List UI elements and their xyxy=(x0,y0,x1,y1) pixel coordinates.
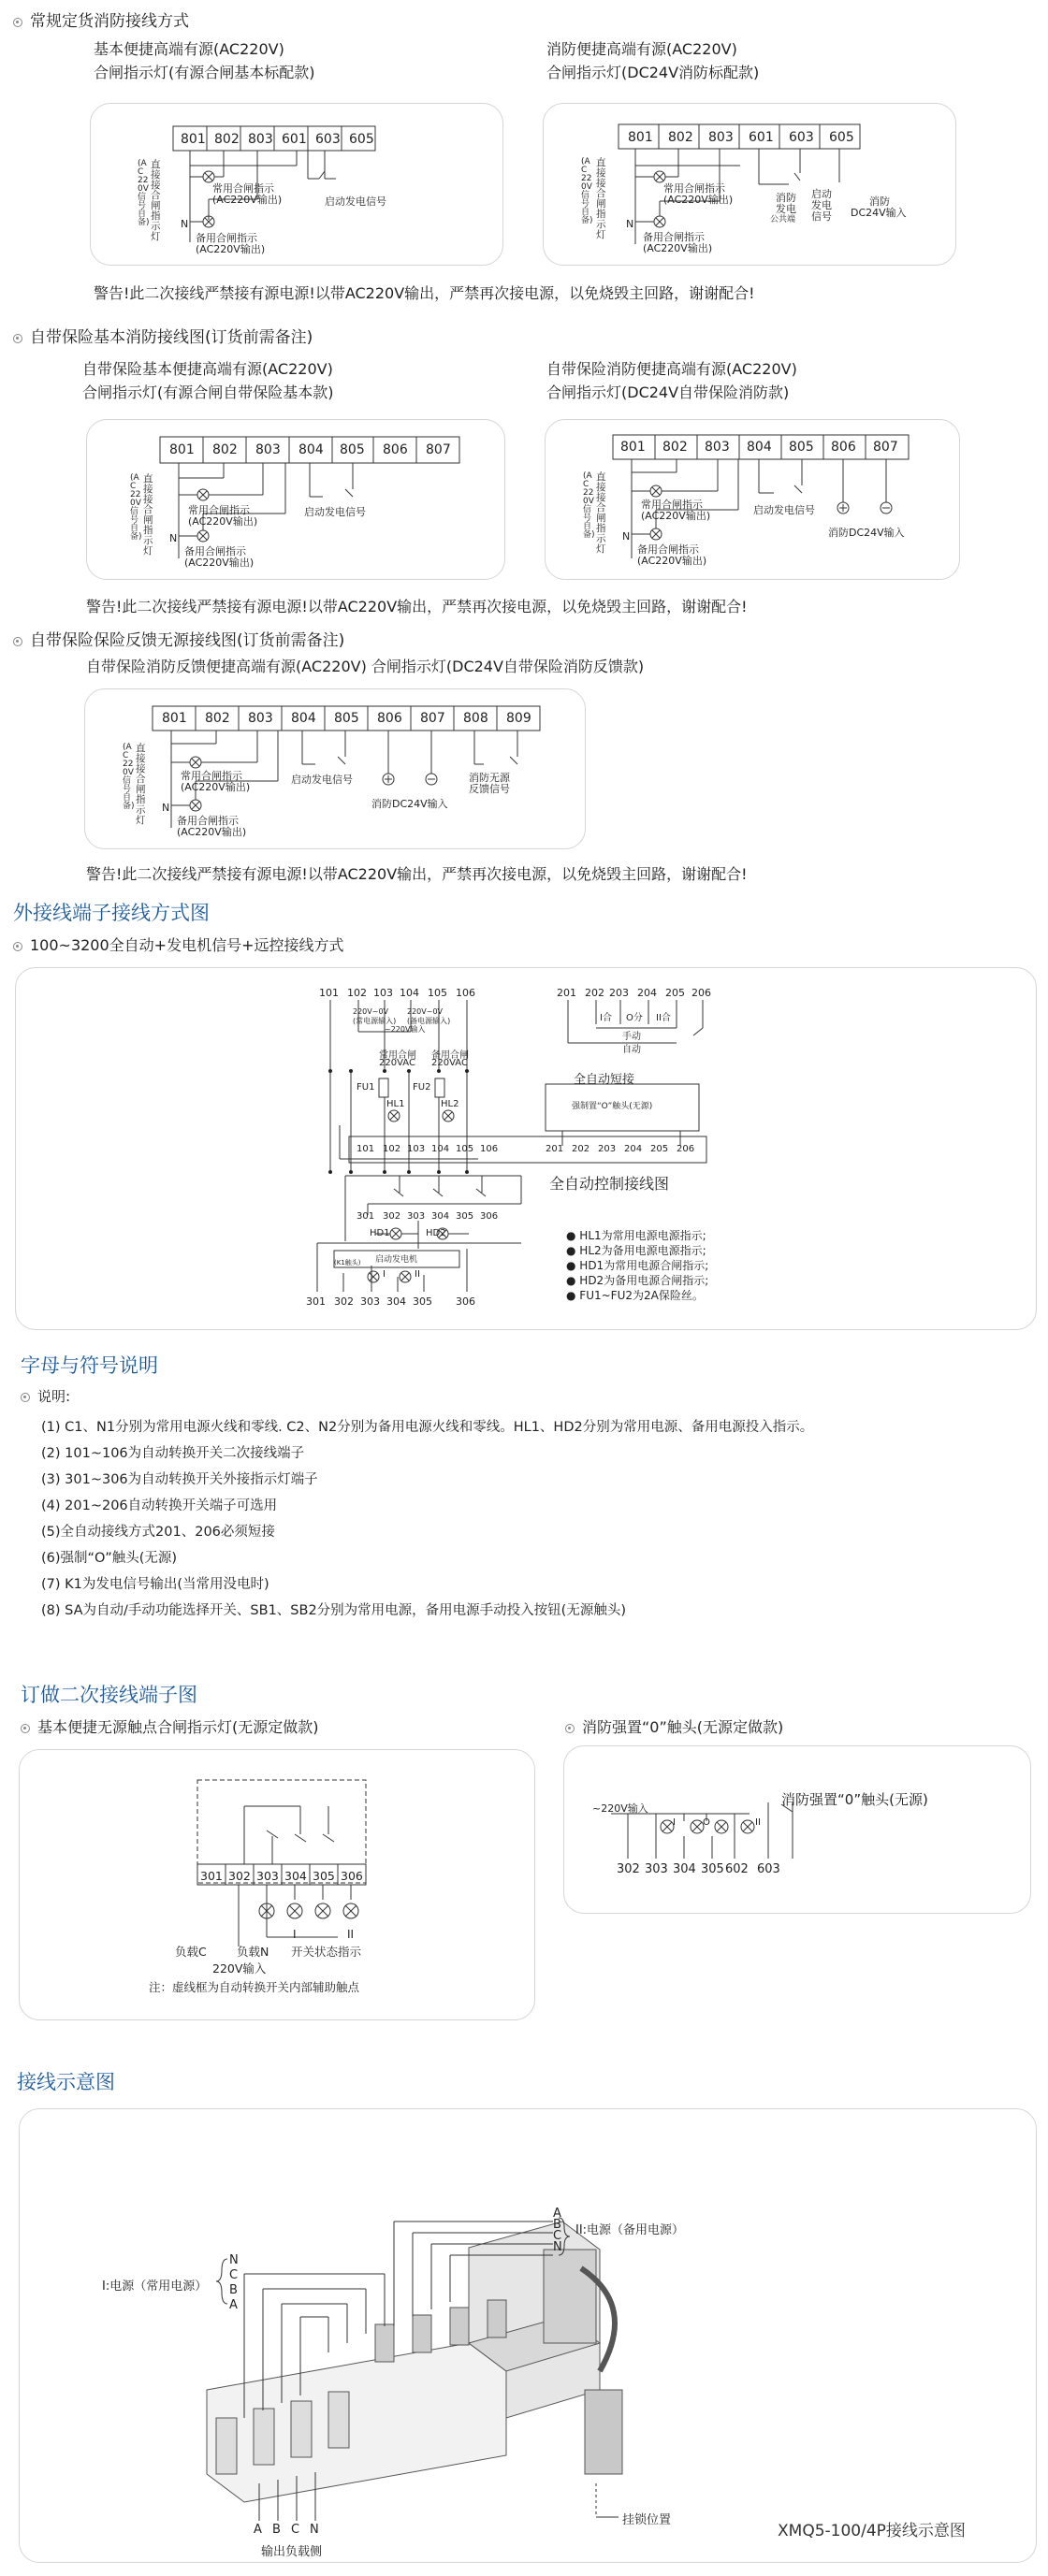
desc-item: (4) 201~206自动转换开关端子可选用 xyxy=(41,1498,278,1513)
terminal-label: 803 xyxy=(248,711,273,726)
input-label: ~220V输入 xyxy=(592,1802,648,1815)
lamp1-label: 常用合闸指示 xyxy=(188,504,250,516)
n-label: N xyxy=(169,532,178,544)
sec1-warning: 警告!此二次接线严禁接有源电源!以带AC220V输出，严禁再次接电源，以免烧毁主回路，谢谢配合! xyxy=(94,284,755,302)
phase-label: N xyxy=(553,2240,562,2254)
lamp2-sub: (AC220V输出) xyxy=(196,243,266,255)
dc-label: 消防DC24V输入 xyxy=(371,798,448,810)
terminal-label: 206 xyxy=(691,987,711,999)
phase-label: B xyxy=(553,2218,561,2232)
terminal-label: 306 xyxy=(341,1869,363,1883)
sec6-left-title: 基本便捷无源触点合闸指示灯(无源定做款) xyxy=(21,1715,319,1737)
terminal-label: 601 xyxy=(282,132,307,147)
start-label: 发电 xyxy=(811,199,832,211)
terminal-label: 807 xyxy=(873,440,898,455)
vertical-label: (AC220V信号自备) xyxy=(130,473,142,542)
terminal-label: 801 xyxy=(181,132,206,147)
lamp2-sub: (AC220V输出) xyxy=(643,242,713,254)
note-item: ● HD1为常用电源合闸指示; xyxy=(566,1259,709,1272)
note-label: 注：虚线框为自动转换开关内部辅助触点 xyxy=(149,1980,360,1994)
terminal-label: 809 xyxy=(506,711,531,726)
lamp1-label: 常用合闸指示 xyxy=(663,182,725,195)
phase-label: C xyxy=(229,2268,239,2282)
vertical-label: 直接接合闸指示灯 xyxy=(136,743,146,826)
terminal-label: 804 xyxy=(291,711,316,726)
terminal-label: 801 xyxy=(169,442,195,457)
terminal-label: 203 xyxy=(609,987,629,999)
load-label: 负载N xyxy=(237,1945,269,1959)
hd-label: HD1 xyxy=(370,1228,390,1238)
terminal-label: 303 xyxy=(256,1869,279,1883)
lamp2-label: 备用合闸指示 xyxy=(184,545,246,557)
bullet-icon xyxy=(13,334,22,343)
sec4-diagram-svg xyxy=(16,968,1036,1329)
backup-power-label: II:电源（备用电源） xyxy=(575,2223,685,2237)
lamp2-label: 备用合闸指示 xyxy=(637,543,699,556)
bullet-icon xyxy=(13,637,22,646)
switch-label: II合 xyxy=(656,1013,671,1023)
terminal-label: 802 xyxy=(662,440,688,455)
terminal-label: 803 xyxy=(248,132,273,147)
lamp1-label: 常用合闸指示 xyxy=(181,770,242,782)
sec6-right-diagram xyxy=(563,1745,1031,1914)
hl-label: HL1 xyxy=(386,1099,405,1109)
terminal-label: 306 xyxy=(456,1295,475,1308)
terminal-label: 305 xyxy=(456,1211,474,1222)
lamp2-label: 备用合闸指示 xyxy=(643,231,705,243)
terminal-label: 304 xyxy=(284,1869,307,1883)
feedback-label: 反馈信号 xyxy=(469,783,510,795)
gen-label: 启动发电机 xyxy=(375,1255,418,1265)
terminal-label: 103 xyxy=(407,1144,426,1154)
terminal-label: 605 xyxy=(349,132,374,147)
sec7-heading: 接线示意图 xyxy=(17,2071,115,2093)
terminal-label: 304 xyxy=(386,1295,406,1308)
start-label: 信号 xyxy=(811,210,832,223)
sec3-title: 自带保险保险反馈无源接线图(订货前需备注) xyxy=(13,627,344,650)
terminal-label: 801 xyxy=(628,130,653,145)
terminal-label: 803 xyxy=(255,442,281,457)
lamp-label: 备用合闸 xyxy=(431,1050,469,1061)
terminal-label: 802 xyxy=(212,442,238,457)
lamp1-sub: (AC220V输出) xyxy=(188,515,258,528)
gen-signal-label: 启动发电信号 xyxy=(291,774,353,786)
desc-item: (6)强制“O”触头(无源) xyxy=(41,1551,178,1566)
short-label: 全自动短接 xyxy=(574,1073,635,1087)
terminal-label: 303 xyxy=(360,1295,380,1308)
hl-label: HL2 xyxy=(441,1099,459,1109)
switch-label: I合 xyxy=(600,1013,612,1023)
n-label: N xyxy=(162,802,170,814)
sec1-diagram1 xyxy=(90,103,503,266)
terminal-label: 801 xyxy=(162,711,187,726)
vertical-label: (AC220V信号自备) xyxy=(123,743,135,811)
sec2-d2-caption: 自带保险消防便捷高端有源(AC220V) 合闸指示灯(DC24V自带保险消防款) xyxy=(546,360,797,401)
terminal-label: 104 xyxy=(431,1144,450,1154)
fuse-label: FU2 xyxy=(413,1082,431,1093)
input-label: 220V输入 xyxy=(212,1961,267,1975)
terminal-label: 102 xyxy=(383,1144,401,1154)
sec3-caption: 自带保险消防反馈便捷高端有源(AC220V) 合闸指示灯(DC24V自带保险消防反馈款) xyxy=(86,658,645,675)
note-item: ● FU1~FU2为2A保险丝。 xyxy=(566,1289,704,1302)
control-label: 全自动控制接线图 xyxy=(549,1175,670,1193)
desc-item: (5)全自动接线方式201、206必须短接 xyxy=(41,1525,275,1540)
bullet-icon xyxy=(21,1393,30,1402)
terminal-label: 306 xyxy=(480,1211,499,1222)
status-label: 开关状态指示 xyxy=(291,1945,362,1959)
sec6-heading: 订做二次接线端子图 xyxy=(21,1684,197,1706)
dc-label: 消防 xyxy=(869,195,890,208)
terminal-label: 105 xyxy=(456,1144,474,1154)
i-label: I xyxy=(673,1817,676,1828)
input-label: (备电源输入) xyxy=(407,1017,451,1025)
main-power-label: I:电源（常用电源） xyxy=(102,2279,208,2294)
terminal-label: 304 xyxy=(673,1862,696,1876)
terminal-label: 201 xyxy=(546,1144,564,1154)
lamp1-label: 常用合闸指示 xyxy=(641,499,703,511)
gen-signal-label: 启动发电信号 xyxy=(304,506,366,518)
terminal-label: 303 xyxy=(645,1862,668,1876)
vertical-label: (AC220V信号自备) xyxy=(138,159,150,227)
n-label: N xyxy=(181,218,189,230)
force-label: 消防强置“0”触头(无源) xyxy=(781,1791,928,1808)
terminal-label: 205 xyxy=(665,987,685,999)
bullet-icon xyxy=(13,942,22,951)
bullet-icon xyxy=(13,18,22,27)
terminal-label: 103 xyxy=(373,987,393,999)
fuse-label: FU1 xyxy=(357,1082,375,1093)
terminal-label: 802 xyxy=(205,711,230,726)
lamp2-sub: (AC220V输出) xyxy=(184,557,255,569)
terminal-label: 302 xyxy=(383,1211,401,1222)
phase-label: A xyxy=(229,2298,238,2312)
lamp1-label: 常用合闸指示 xyxy=(212,182,274,195)
terminal-label: 301 xyxy=(357,1211,375,1222)
sec6-right-title: 消防强置“0”触头(无源定做款) xyxy=(565,1715,783,1737)
terminal-label: 302 xyxy=(617,1862,640,1876)
phase-label: A xyxy=(254,2523,262,2537)
sec1-title: 常规定货消防接线方式 xyxy=(13,7,189,31)
sec5-items xyxy=(41,1414,813,1624)
terminal-label: 301 xyxy=(306,1295,326,1308)
terminal-label: 802 xyxy=(214,132,240,147)
terminal-label: 806 xyxy=(831,440,856,455)
ii-label: II xyxy=(755,1817,761,1828)
phase-label: N xyxy=(229,2253,239,2267)
lock-label: 挂锁位置 xyxy=(622,2513,672,2527)
sec1-d2-caption: 消防便捷高端有源(AC220V) 合闸指示灯(DC24V消防标配款) xyxy=(546,40,760,81)
gen-small-label: (K1触头) xyxy=(334,1259,361,1266)
ii-label: II xyxy=(347,1928,355,1941)
terminal-label: 301 xyxy=(200,1869,223,1883)
terminal-label: 807 xyxy=(420,711,445,726)
terminal-label: 202 xyxy=(585,987,604,999)
lamp2-sub: (AC220V输出) xyxy=(637,555,707,567)
feedback-label: 消防无源 xyxy=(469,772,510,784)
n-label: N xyxy=(626,218,634,230)
terminal-label: 806 xyxy=(377,711,402,726)
vertical-label: 直接接合闸指示灯 xyxy=(596,157,606,240)
auto-label: 自动 xyxy=(622,1045,641,1055)
terminal-label: 102 xyxy=(347,987,367,999)
terminal-label: 204 xyxy=(624,1144,643,1154)
sec3-warning: 警告!此二次接线严禁接有源电源!以带AC220V输出，严禁再次接电源，以免烧毁主回路，谢谢配合! xyxy=(86,865,748,883)
phase-label: B xyxy=(229,2283,238,2297)
phase-label: C xyxy=(553,2229,562,2243)
desc-item: (1) C1、N1分别为常用电源火线和零线. C2、N2分别为备用电源火线和零线。HL1、HD2分别为常用电源、备用电源投入指示。 xyxy=(41,1420,814,1435)
desc-item: (2) 101~106为自动转换开关二次接线端子 xyxy=(41,1446,305,1461)
bullet-icon xyxy=(21,1724,30,1733)
sec4-diagram xyxy=(15,967,1037,1330)
sec5-heading: 字母与符号说明 xyxy=(21,1354,158,1377)
dc-label: 消防DC24V输入 xyxy=(828,527,905,539)
vertical-label: 直接接合闸指示灯 xyxy=(596,471,606,555)
input-label: 220V~0V xyxy=(353,1007,389,1016)
terminal-label: 305 xyxy=(413,1295,432,1308)
o-label: O xyxy=(703,1817,710,1828)
phase-label: B xyxy=(272,2523,281,2537)
vertical-label: 直接接合闸指示灯 xyxy=(151,159,161,242)
terminal-label: 805 xyxy=(789,440,814,455)
note-item: ● HD2为备用电源合闸指示; xyxy=(566,1274,709,1287)
terminal-label: 305 xyxy=(313,1869,335,1883)
hd-label: HD2 xyxy=(426,1228,446,1238)
input-label: (常电源输入) xyxy=(353,1017,397,1025)
vertical-label: 直接接合闸指示灯 xyxy=(143,473,153,557)
i-label: I xyxy=(293,1928,297,1941)
terminal-label: 807 xyxy=(426,442,451,457)
sec4-notes xyxy=(566,1228,708,1303)
terminal-label: 304 xyxy=(431,1211,450,1222)
manual-label: 手动 xyxy=(622,1032,641,1042)
sec2-d1-caption: 自带保险基本便捷高端有源(AC220V) 合闸指示灯(有源合闸自带保险基本款) xyxy=(82,360,334,401)
terminal-label: 101 xyxy=(319,987,339,999)
desc-item: (7) K1为发电信号输出(当常用没电时) xyxy=(41,1577,269,1592)
lamp1-sub: (AC220V输出) xyxy=(641,510,711,522)
note-item: ● HL2为备用电源电源指示; xyxy=(566,1244,706,1257)
terminal-label: 204 xyxy=(637,987,657,999)
terminal-label: 203 xyxy=(598,1144,617,1154)
terminal-label: 105 xyxy=(428,987,447,999)
sec1-diagram2 xyxy=(543,103,956,266)
load-label: 负载C xyxy=(175,1945,207,1959)
lamp-label: 220VAC xyxy=(379,1058,415,1068)
desc-item: (3) 301~306为自动转换开关外接指示灯端子 xyxy=(41,1472,318,1487)
lamp2-label: 备用合闸指示 xyxy=(177,815,239,827)
terminal-label: 804 xyxy=(298,442,324,457)
terminal-label: 804 xyxy=(747,440,772,455)
sec2-title: 自带保险基本消防接线图(订货前需备注) xyxy=(13,324,313,347)
terminal-label: 205 xyxy=(650,1144,669,1154)
terminal-label: 106 xyxy=(480,1144,499,1154)
sec4-heading: 外接线端子接线方式图 xyxy=(13,902,210,924)
sec2-diagram1 xyxy=(86,419,505,580)
desc-item: (8) SA为自动/手动功能选择开关、SB1、SB2分别为常用电源，备用电源手动投入按钮(无源触头) xyxy=(41,1603,626,1618)
lamp-label: 220VAC xyxy=(431,1058,468,1068)
model-caption: XMQ5-100/4P接线示意图 xyxy=(778,2522,966,2540)
output-label: 输出负载侧 xyxy=(261,2545,323,2559)
terminal-label: 603 xyxy=(757,1862,780,1876)
terminal-label: 602 xyxy=(725,1862,749,1876)
lamp-label: 常用合闸 xyxy=(379,1050,416,1061)
sec6-right-svg xyxy=(564,1746,1030,1913)
gen-signal-label: 启动发电信号 xyxy=(753,504,815,516)
vertical-label: (AC220V信号自备) xyxy=(581,157,593,225)
fire-label: 发电 xyxy=(776,203,796,215)
sec6-left-diagram xyxy=(19,1749,535,2020)
lamp1-sub: (AC220V输出) xyxy=(212,194,283,206)
sec1-d1-caption: 基本便捷高端有源(AC220V) 合闸指示灯(有源合闸基本标配款) xyxy=(94,40,315,81)
sec5-sub: 说明: xyxy=(21,1386,70,1406)
phase-label: A xyxy=(553,2207,561,2221)
note-item: ● HL1为常用电源电源指示; xyxy=(566,1229,706,1242)
terminal-label: 803 xyxy=(708,130,734,145)
phase-label: C xyxy=(291,2523,300,2537)
sec3-diagram xyxy=(84,688,586,849)
terminal-label: 302 xyxy=(228,1869,251,1883)
lamp1-sub: (AC220V输出) xyxy=(663,194,734,206)
sec2-diagram2 xyxy=(545,419,960,580)
input-label: 220V~0V xyxy=(407,1007,444,1016)
terminal-label: 305 xyxy=(701,1862,724,1876)
terminal-label: 101 xyxy=(357,1144,375,1154)
lamp1-sub: (AC220V输出) xyxy=(181,781,251,793)
terminal-label: 605 xyxy=(829,130,854,145)
ii-label: II xyxy=(415,1269,420,1280)
vertical-label: (AC220V信号自备) xyxy=(583,471,595,540)
terminal-label: 801 xyxy=(620,440,646,455)
terminal-label: 603 xyxy=(789,130,814,145)
fire-label: 消防 xyxy=(776,192,796,204)
terminal-label: 805 xyxy=(340,442,365,457)
sec2-warning: 警告!此二次接线严禁接有源电源!以带AC220V输出，严禁再次接电源，以免烧毁主回路，谢谢配合! xyxy=(86,598,748,615)
terminal-label: 803 xyxy=(705,440,730,455)
i-label: I xyxy=(383,1269,386,1280)
terminal-label: 808 xyxy=(463,711,488,726)
n-label: N xyxy=(622,530,631,543)
phase-label: N xyxy=(310,2523,319,2537)
bullet-icon xyxy=(565,1724,575,1733)
terminal-label: 601 xyxy=(749,130,774,145)
gen-signal-label: 启动发电信号 xyxy=(325,195,386,208)
terminal-label: 104 xyxy=(400,987,419,999)
input-label: ~220V输入 xyxy=(385,1025,426,1034)
start-label: 启动 xyxy=(811,188,832,200)
terminal-label: 202 xyxy=(572,1144,590,1154)
terminal-label: 303 xyxy=(407,1211,426,1222)
terminal-label: 206 xyxy=(677,1144,695,1154)
terminal-label: 802 xyxy=(668,130,693,145)
terminal-label: 106 xyxy=(456,987,475,999)
lamp2-label: 备用合闸指示 xyxy=(196,232,257,244)
terminal-label: 806 xyxy=(383,442,408,457)
sec4-sub: 100~3200全自动+发电机信号+远控接线方式 xyxy=(13,933,343,955)
switch-label: O分 xyxy=(626,1013,643,1023)
lamp2-sub: (AC220V输出) xyxy=(177,826,247,838)
terminal-label: 201 xyxy=(557,987,576,999)
force-label: 强制置“O”触头(无源) xyxy=(572,1102,653,1111)
sec7-illustration xyxy=(20,2109,1036,2562)
sec7-diagram xyxy=(19,2108,1037,2563)
fire-label: 公共端 xyxy=(770,215,796,224)
terminal-label: 805 xyxy=(334,711,359,726)
terminal-label: 302 xyxy=(334,1295,354,1308)
terminal-label: 603 xyxy=(315,132,341,147)
dc-label: DC24V输入 xyxy=(851,207,907,219)
